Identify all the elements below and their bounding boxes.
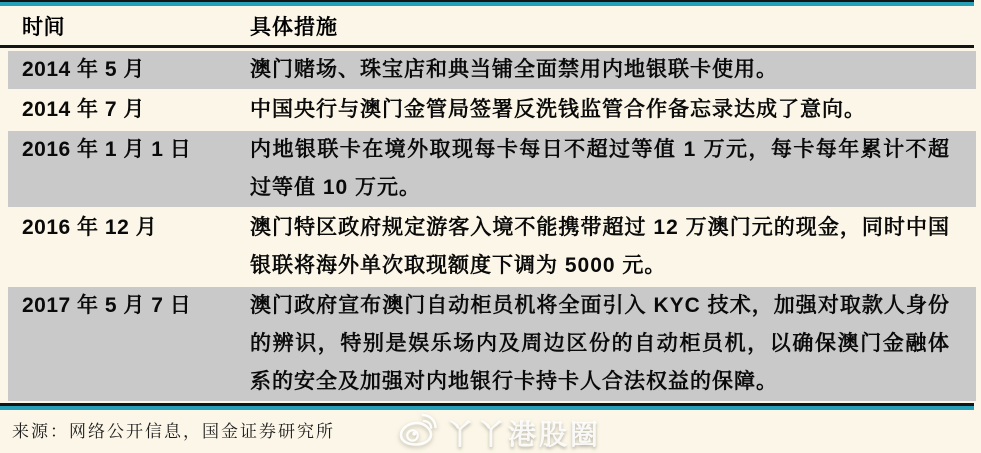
row-measure: 中国央行与澳门金管局签署反洗钱监管合作备忘录达成了意向。 bbox=[250, 98, 866, 121]
table-row bbox=[8, 91, 976, 129]
row-time: 2016 年 1 月 1 日 bbox=[22, 138, 192, 161]
row-measure: 澳门政府宣布澳门自动柜员机将全面引入 KYC 技术，加强对取款人身份的辨识，特别是娱乐场内及周边区份的自动柜员机，以确保澳门金融体系的安全及加强对内地银行卡持卡人合法权益的保障。 bbox=[250, 294, 950, 393]
row-measure: 澳门赌场、珠宝店和典当铺全面禁用内地银联卡使用。 bbox=[250, 58, 778, 81]
row-measure: 内地银联卡在境外取现每卡每日不超过等值 1 万元，每卡每年累计不超过等值 10 万元。 bbox=[250, 138, 950, 199]
watermark-label: 丫丫港股圈 bbox=[446, 418, 602, 450]
row-time: 2014 年 5 月 bbox=[22, 58, 145, 81]
row-time: 2014 年 7 月 bbox=[22, 98, 145, 121]
column-header-time: 时间 bbox=[22, 15, 65, 39]
table-row bbox=[8, 51, 976, 89]
table-header-row bbox=[8, 6, 974, 45]
column-header-measure: 具体措施 bbox=[250, 15, 338, 39]
footer bbox=[0, 410, 981, 448]
source-note: 来源：网络公开信息，国金证券研究所 bbox=[12, 421, 335, 441]
table-row bbox=[8, 287, 976, 401]
table-row bbox=[8, 131, 976, 207]
row-time: 2017 年 5 月 7 日 bbox=[22, 294, 192, 317]
row-time: 2016 年 12 月 bbox=[22, 216, 158, 239]
row-measure: 澳门特区政府规定游客入境不能携带超过 12 万澳门元的现金，同时中国银联将海外单次取现额度下调为 5000 元。 bbox=[250, 216, 950, 277]
table-row bbox=[8, 209, 976, 285]
